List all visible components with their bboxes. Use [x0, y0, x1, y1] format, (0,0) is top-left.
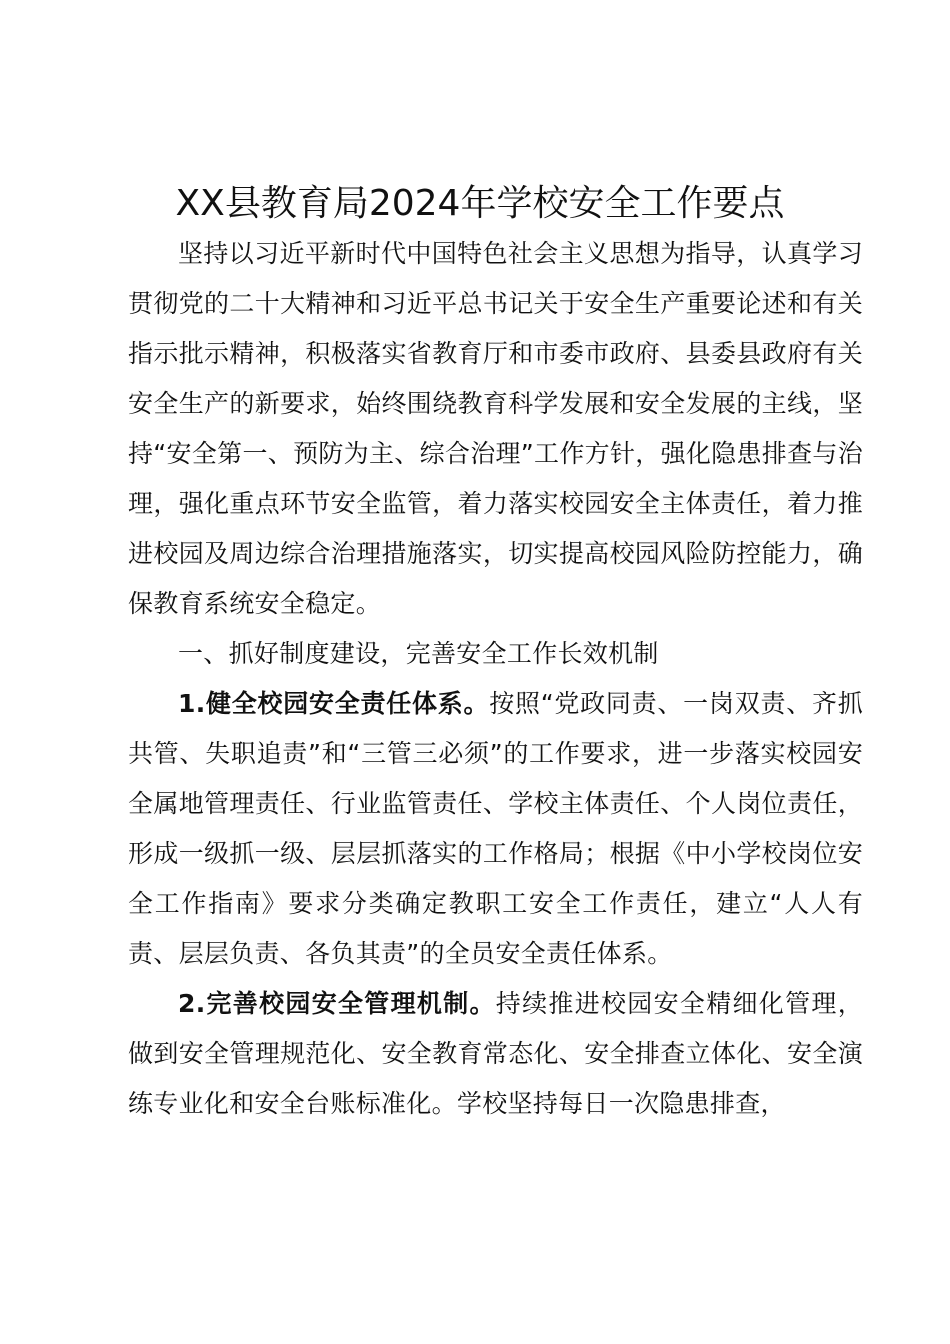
- item-2-text: 持续推进校园安全精细化管理，做到安全管理规范化、安全教育常态化、安全排查立体化、安全演练专业化和安全台账标准化。学校坚持每日一次隐患排查，: [128, 989, 863, 1118]
- section-heading-1: 一、抓好制度建设，完善安全工作长效机制: [178, 639, 659, 668]
- document-title: XX县教育局2024年学校安全工作要点: [175, 183, 785, 224]
- item-1-lead: 1.健全校园安全责任体系。: [178, 689, 490, 718]
- item-2-paragraph: [128, 979, 863, 1129]
- item-1-paragraph: [128, 679, 863, 979]
- intro-paragraph: 坚持以习近平新时代中国特色社会主义思想为指导，认真学习贯彻党的二十大精神和习近平总书记关于安全生产重要论述和有关指示批示精神，积极落实省教育厅和市委市政府、县委县政府有关安全生产的新要求，始终围绕教育科学发展和安全发展的主线，坚持“安全第一、预防为主、综合治理”工作方针，强化隐患排查与治理，强化重点环节安全监管，着力落实校园安全主体责任，着力推进校园及周边综合治理措施落实，切实提高校园风险防控能力，确保教育系统安全稳定。: [128, 239, 863, 618]
- item-1-text: 按照“党政同责、一岗双责、齐抓共管、失职追责”和“三管三必须”的工作要求，进一步落实校园安全属地管理责任、行业监管责任、学校主体责任、个人岗位责任，形成一级抓一级、层层抓落实的工作格局；根据《中小学校岗位安全工作指南》要求分类确定教职工安全工作责任，建立“人人有责、层层负责、各负其责”的全员安全责任体系。: [128, 689, 863, 968]
- item-2-lead: 2.完善校园安全管理机制。: [178, 989, 496, 1018]
- document-body: [128, 229, 863, 1129]
